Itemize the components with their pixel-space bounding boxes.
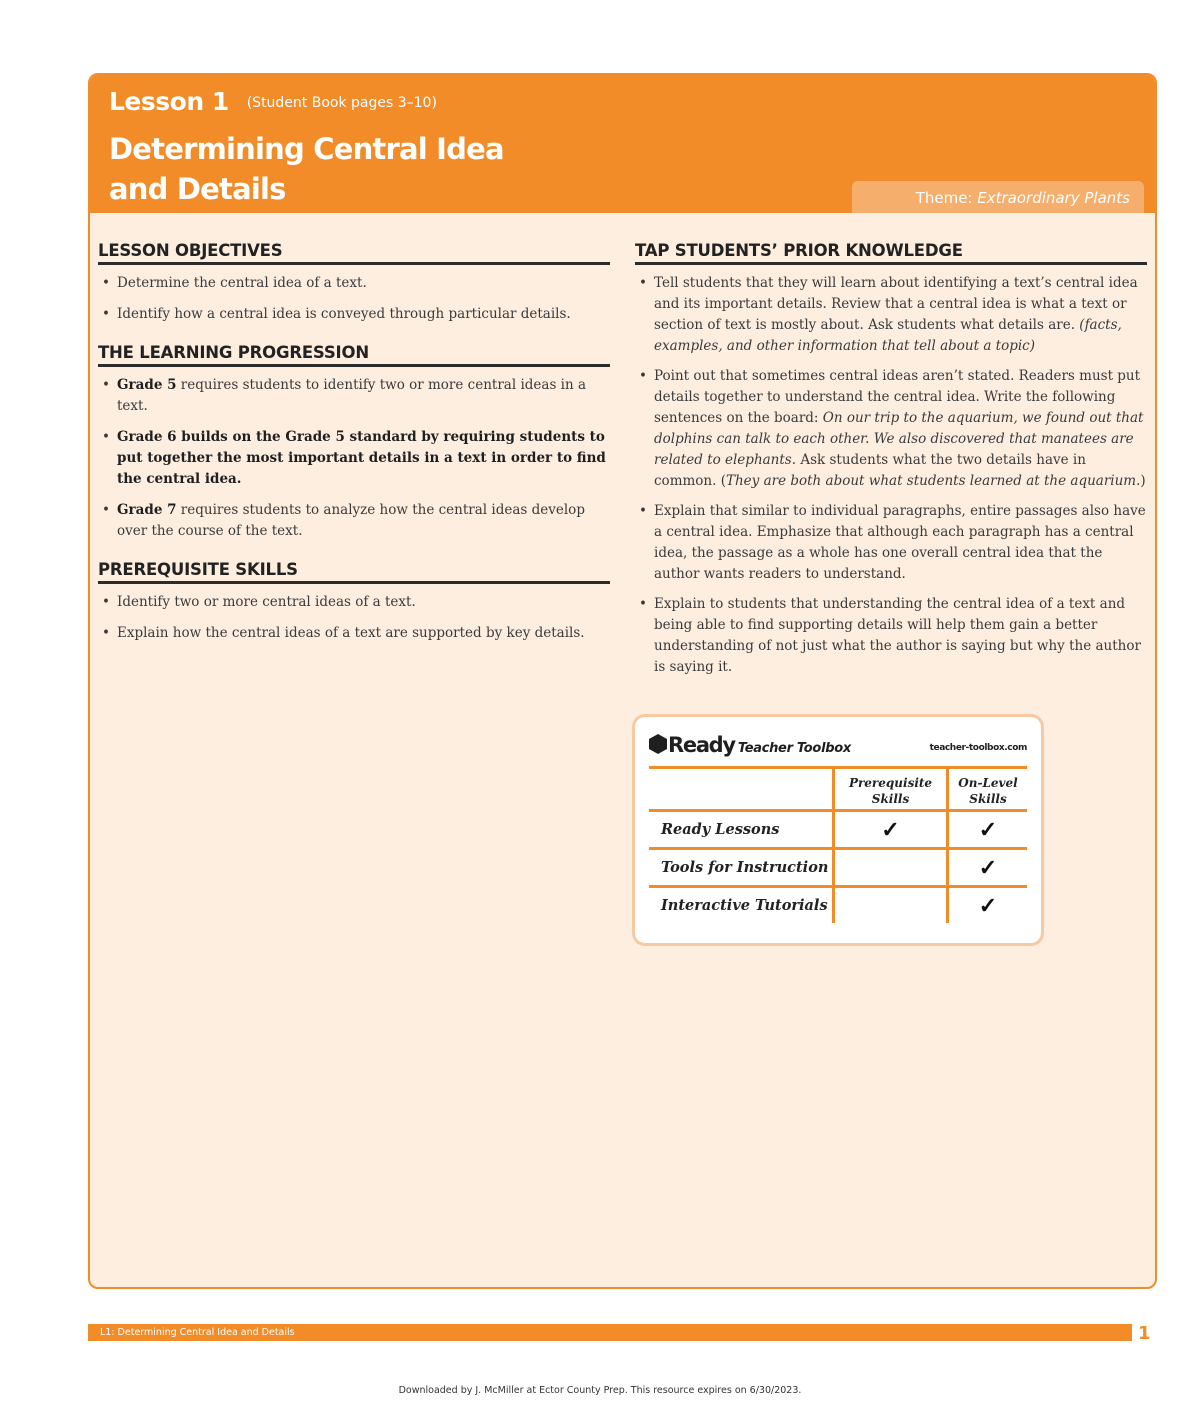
ready-brand: Ready — [668, 733, 735, 757]
right-column — [635, 241, 1147, 696]
checkmark-icon: ✓ — [978, 816, 998, 843]
grade-label: Grade 6 builds on the Grade 5 standard by requiring students to put together the most important details in a text in order to find the central idea. — [117, 429, 606, 487]
hexagon-logo-icon — [649, 734, 667, 754]
row-label: Interactive Tutorials — [649, 887, 834, 924]
objectives-list — [98, 273, 610, 325]
grade-text: requires students to identify two or more central ideas in a text. — [117, 377, 587, 414]
prior-knowledge-heading: TAP STUDENTS’ PRIOR KNOWLEDGE — [635, 241, 1147, 265]
checkmark-icon: ✓ — [978, 892, 998, 919]
list-item: • Explain to students that understanding the central idea of a text and being able to find supporting details will help them gain a better understanding of not just what the author is saying but why the author is saying it. — [635, 594, 1147, 678]
check-cell — [834, 887, 948, 924]
lesson-title-line2: and Details — [109, 172, 286, 206]
table-row — [649, 811, 1027, 849]
prereq-heading: PREREQUISITE SKILLS — [98, 560, 610, 584]
theme-name: Extraordinary Plants — [977, 189, 1130, 207]
lesson-line — [109, 87, 437, 116]
table-corner — [649, 768, 834, 811]
list-item — [635, 273, 1147, 357]
table-row — [649, 887, 1027, 924]
teacher-toolbox-card — [635, 717, 1041, 943]
prior-knowledge-list — [635, 273, 1147, 678]
list-item — [98, 375, 610, 417]
download-notice: Downloaded by J. McMiller at Ector County Prep. This resource expires on 6/30/2023. — [398, 1385, 802, 1396]
lesson-panel — [88, 73, 1157, 1289]
list-item: • Explain that similar to individual paragraphs, entire passages also have a central idea. Emphasize that although each paragraph has a central idea, the passage as a whole has one overall central idea that the author wants readers to understand. — [635, 501, 1147, 585]
grade-text: requires students to analyze how the central ideas develop over the course of the text. — [117, 502, 585, 539]
check-cell — [948, 849, 1027, 887]
table-header-row — [649, 768, 1027, 811]
col-header-on-level: On-Level Skills — [948, 768, 1027, 811]
item-text: Point out that sometimes central ideas aren’t stated. Readers must put details together to understand the central idea. Write the following sentences on the board: — [654, 368, 1141, 426]
item-answer: (facts, examples, and other information that tell about a topic) — [654, 317, 1122, 354]
left-column — [98, 241, 610, 662]
list-item: • Identify how a central idea is conveyed through particular details. — [98, 304, 610, 325]
toolbox-table — [649, 766, 1027, 923]
list-item — [98, 427, 610, 490]
list-item: • Identify two or more central ideas of a text. — [98, 592, 610, 613]
board-sentences: On our trip to the aquarium, we found out that dolphins can talk to each other. We also discovered that manatees are related to elephants. — [654, 410, 1144, 468]
item-answer: They are both about what students learned at the aquarium. — [725, 473, 1141, 489]
progression-heading: THE LEARNING PROGRESSION — [98, 343, 610, 367]
item-text: Ask students what the two details have in common. ( — [654, 452, 1086, 489]
check-cell — [948, 811, 1027, 849]
list-item — [98, 500, 610, 542]
checkmark-icon: ✓ — [881, 816, 900, 843]
objectives-heading: LESSON OBJECTIVES — [98, 241, 610, 265]
grade-label: Grade 5 — [117, 377, 177, 393]
student-book-pages: (Student Book pages 3–10) — [246, 95, 437, 111]
item-text: ) — [1140, 473, 1146, 489]
progression-list — [98, 375, 610, 542]
row-label: Ready Lessons — [649, 811, 834, 849]
list-item — [635, 366, 1147, 492]
page-number: 1 — [1138, 1323, 1151, 1344]
theme-tab — [852, 181, 1144, 213]
lesson-title — [109, 129, 669, 209]
grade-label: Grade 7 — [117, 502, 177, 518]
col-header-prerequisite: Prerequisite Skills — [834, 768, 948, 811]
lesson-label: Lesson 1 — [109, 87, 229, 116]
row-label: Tools for Instruction — [649, 849, 834, 887]
list-item: • Determine the central idea of a text. — [98, 273, 610, 294]
toolbox-subtitle: Teacher Toolbox — [737, 741, 851, 756]
lesson-title-line1: Determining Central Idea — [109, 132, 504, 166]
toolbox-url[interactable]: teacher-toolbox.com — [929, 743, 1027, 753]
checkmark-icon: ✓ — [978, 854, 998, 881]
item-text: Tell students that they will learn about identifying a text’s central idea and its important details. Review that a central idea is what a text or section of text is mostly about. Ask students what details are. — [654, 275, 1138, 333]
check-cell — [948, 887, 1027, 924]
check-cell — [834, 811, 948, 849]
prereq-list — [98, 592, 610, 644]
footer-bar: L1: Determining Central Idea and Details — [88, 1324, 1132, 1341]
list-item: • Explain how the central ideas of a text are supported by key details. — [98, 623, 610, 644]
ready-logo — [649, 733, 851, 757]
lesson-header — [90, 75, 1155, 213]
check-cell — [834, 849, 948, 887]
table-row — [649, 849, 1027, 887]
theme-prefix: Theme: — [915, 189, 978, 207]
